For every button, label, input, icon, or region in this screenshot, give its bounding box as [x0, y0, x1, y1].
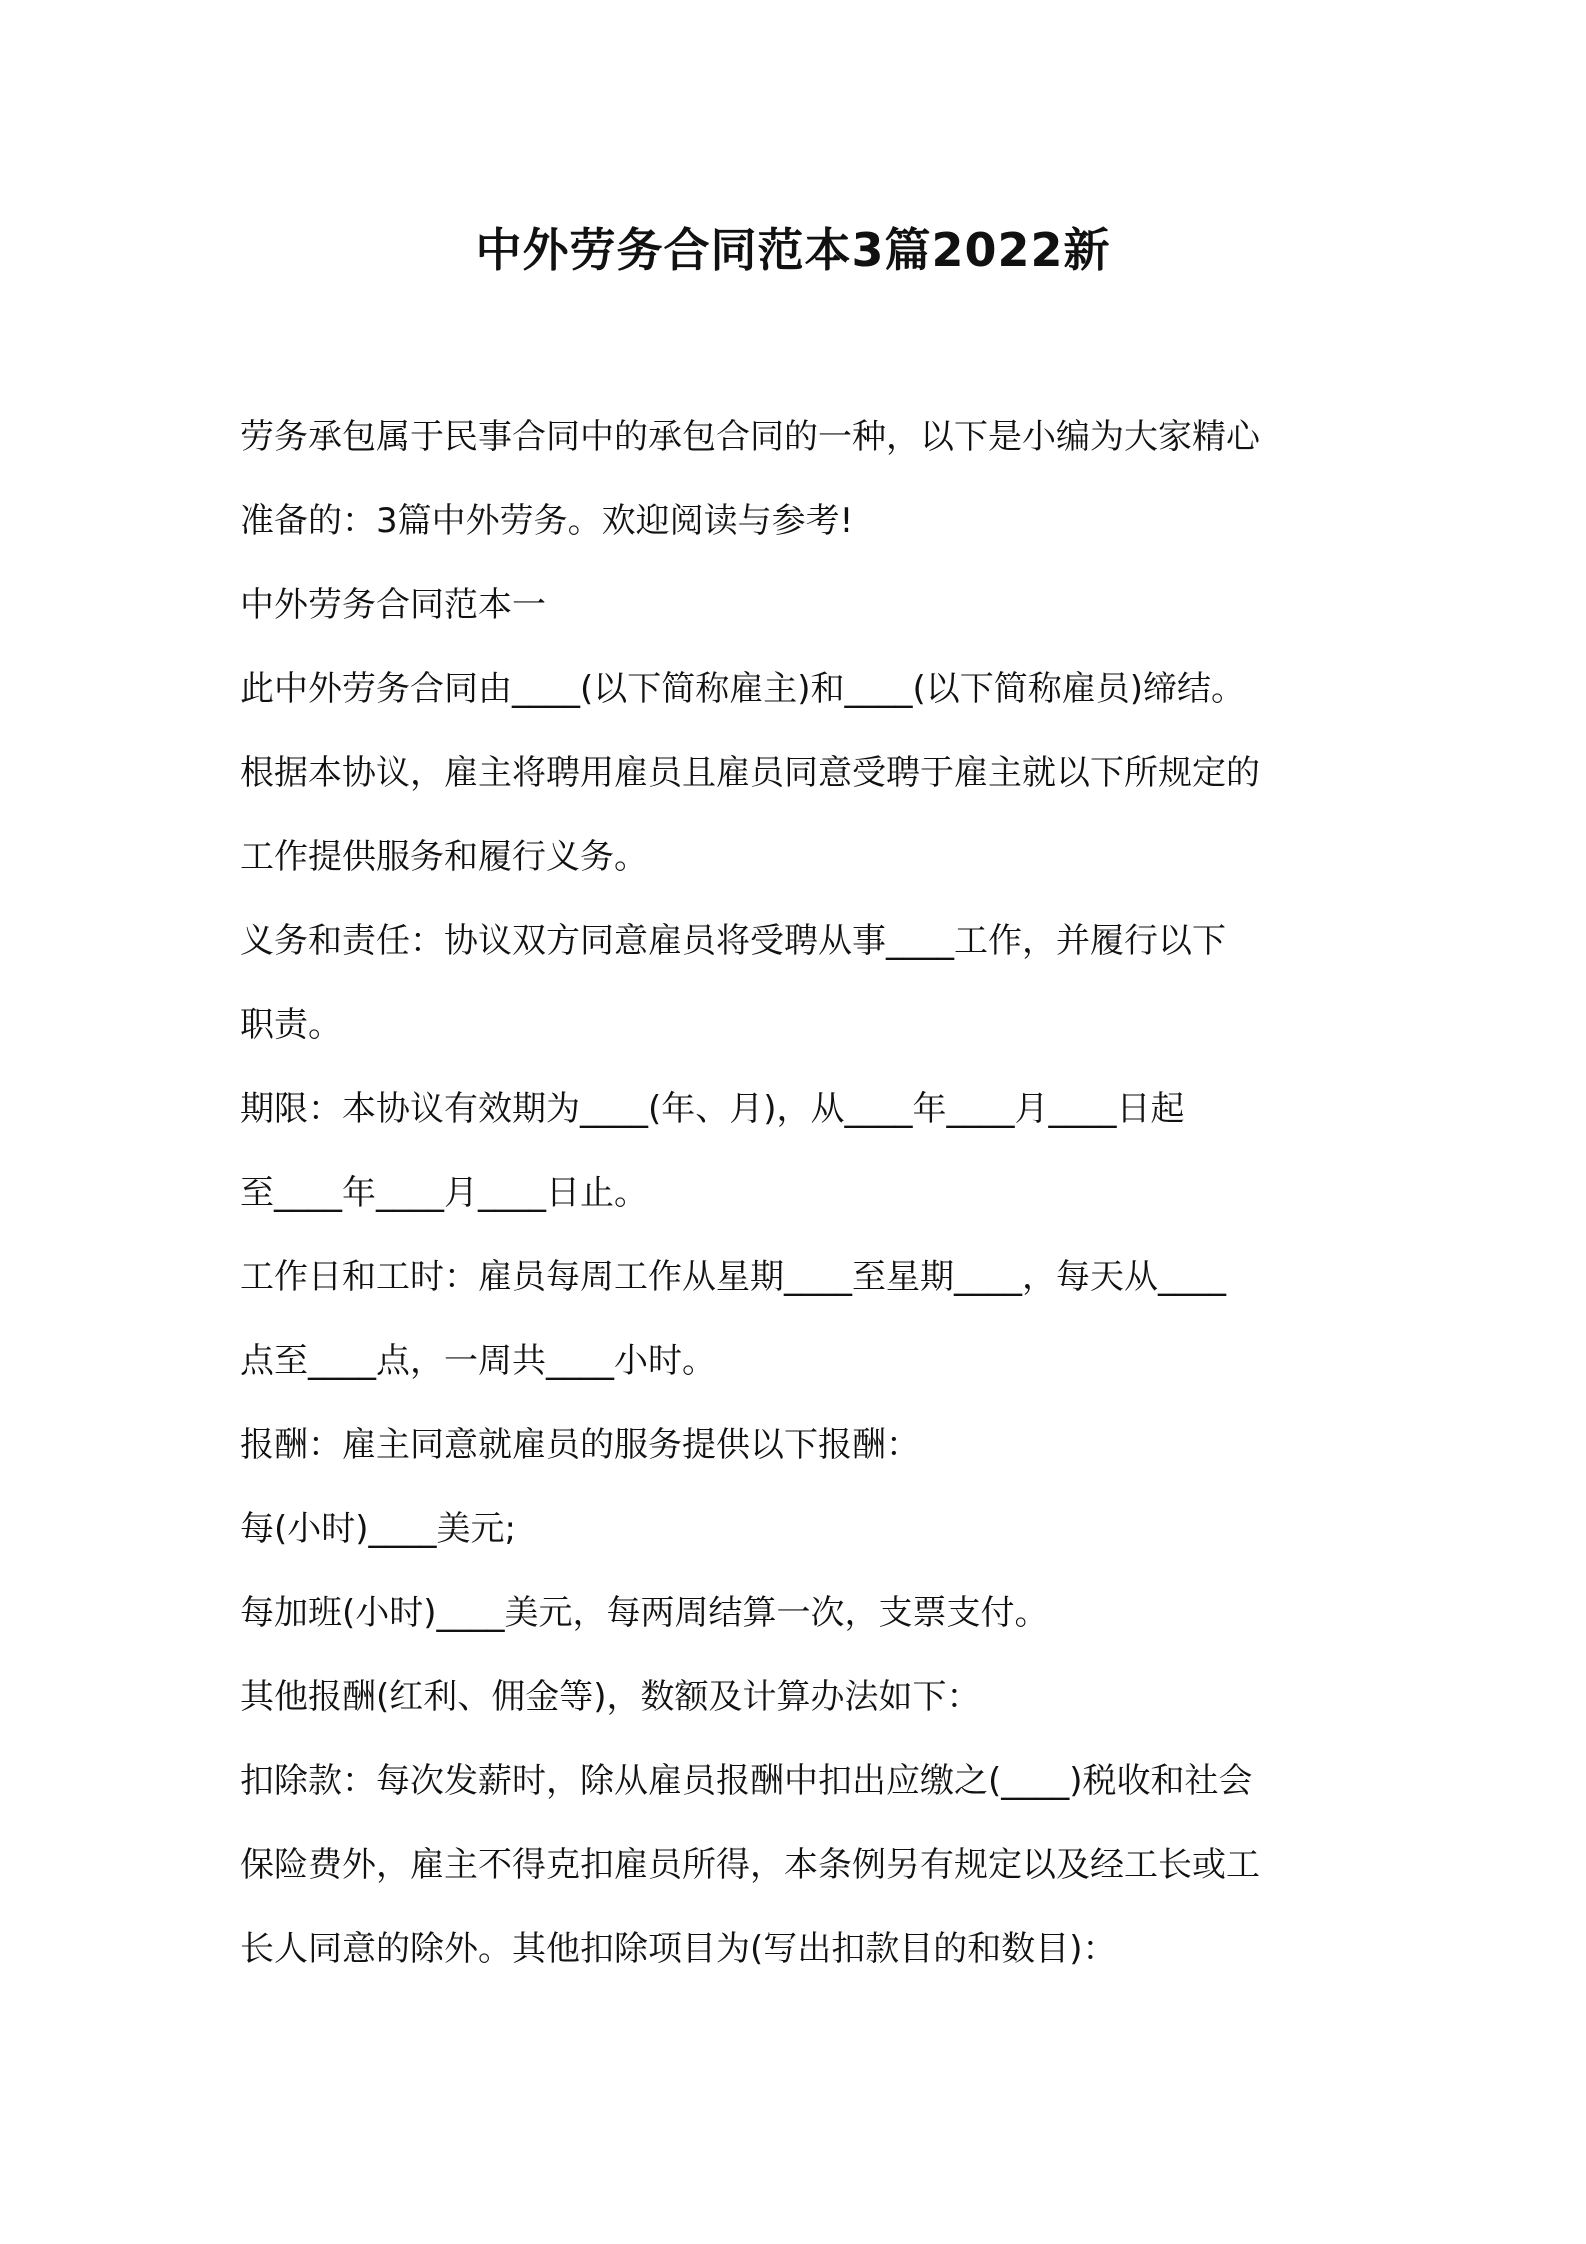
paragraph-line: 根据本协议，雇主将聘用雇员且雇员同意受聘于雇主就以下所规定的: [240, 753, 1260, 793]
paragraph-line: 工作日和工时：雇员每周工作从星期____至星期____，每天从____: [240, 1257, 1226, 1297]
paragraph-line: 工作提供服务和履行义务。: [240, 837, 648, 877]
paragraph-line: 职责。: [240, 1005, 342, 1045]
paragraph-line: 长人同意的除外。其他扣除项目为(写出扣款目的和数目)：: [240, 1929, 1117, 1969]
paragraph-line: 至____年____月____日止。: [240, 1173, 648, 1213]
paragraph-line: 每加班(小时)____美元，每两周结算一次，支票支付。: [240, 1593, 1049, 1633]
paragraph-line: 点至____点，一周共____小时。: [240, 1341, 716, 1381]
document-title: 中外劳务合同范本3篇2022新: [475, 223, 1111, 277]
section-heading: 中外劳务合同范本一: [240, 585, 546, 625]
paragraph-line: 劳务承包属于民事合同中的承包合同的一种，以下是小编为大家精心: [240, 417, 1260, 457]
paragraph-line: 每(小时)____美元;: [240, 1509, 516, 1549]
paragraph-line: 义务和责任：协议双方同意雇员将受聘从事____工作，并履行以下: [240, 921, 1226, 961]
paragraph-line: 其他报酬(红利、佣金等)，数额及计算办法如下：: [240, 1677, 981, 1717]
paragraph-line: 报酬：雇主同意就雇员的服务提供以下报酬：: [240, 1425, 920, 1465]
paragraph-line: 扣除款：每次发薪时，除从雇员报酬中扣出应缴之(____)税收和社会: [240, 1761, 1253, 1801]
document-body: [240, 395, 1360, 1991]
paragraph-line: 此中外劳务合同由____(以下简称雇主)和____(以下简称雇员)缔结。: [240, 669, 1246, 709]
paragraph-line: 期限：本协议有效期为____(年、月)，从____年____月____日起: [240, 1089, 1185, 1129]
paragraph-line: 准备的：3篇中外劳务。欢迎阅读与参考!: [240, 501, 854, 541]
paragraph-line: 保险费外，雇主不得克扣雇员所得，本条例另有规定以及经工长或工: [240, 1845, 1260, 1885]
